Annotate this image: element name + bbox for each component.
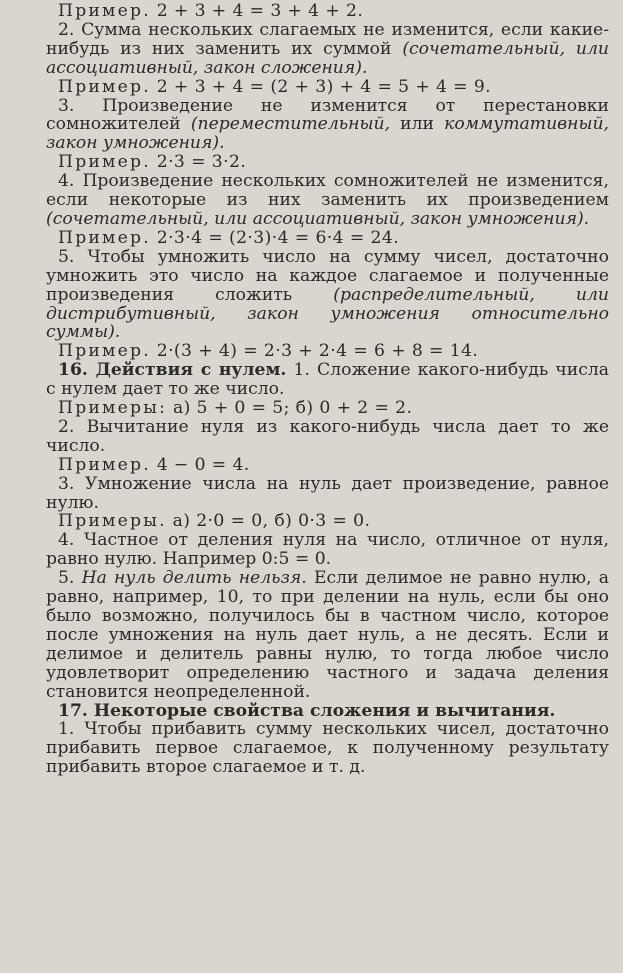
paragraph <box>46 21 609 78</box>
example-line <box>46 342 609 361</box>
text-run: 4. Произведение нескольких сомножителей не изменится, если некоторые из них заменить их произведением <box>46 171 609 211</box>
example-line <box>46 78 609 97</box>
example-label: Пример. <box>58 341 151 362</box>
example-label: Пример. <box>58 76 151 97</box>
example-line <box>46 399 609 418</box>
example-label: Пример. <box>58 227 151 248</box>
example-label: Пример. <box>58 1 151 21</box>
italic-text: (распределительный, или дистрибутивный, закон умножения относительно суммы). <box>46 284 609 343</box>
paragraph <box>46 531 609 569</box>
example-formula: 2·3·4 = (2·3)·4 = 6·4 = 24. <box>156 227 400 248</box>
example-label: Примеры: <box>58 398 168 419</box>
paragraph <box>46 569 609 701</box>
example-formula: а) 2·0 = 0, б) 0·3 = 0. <box>172 511 371 532</box>
example-formula: 2·(3 + 4) = 2·3 + 2·4 = 6 + 8 = 14. <box>156 341 479 362</box>
text-run: 1. Чтобы прибавить сумму нескольких чисел, достаточно прибавить первое слагаемое, к полученному результату прибавить второе слагаемое и т. д. <box>46 719 609 778</box>
paragraph <box>46 248 609 343</box>
example-formula: 2 + 3 + 4 = (2 + 3) + 4 = 5 + 4 = 9. <box>156 76 492 97</box>
italic-text: (сочетательный, или ассоциативный, закон сложения). <box>46 38 609 78</box>
example-label: Примеры. <box>58 511 167 532</box>
example-line <box>46 512 609 531</box>
text-run: 4. Частное от деления нуля на число, отличное от нуля, равно нулю. Например 0:5 = 0. <box>46 530 609 570</box>
example-line <box>46 456 609 475</box>
paragraph <box>46 418 609 456</box>
text-run: 5. <box>58 568 82 589</box>
example-label: Пример. <box>58 152 151 173</box>
section-heading: 17. Некоторые свойства сложения и вычитания. <box>58 700 556 721</box>
example-line <box>46 229 609 248</box>
text-run: Если делимое не равно нулю, а равно, например, 10, то при делении на нуль, если бы оно было возможно, получилось бы в частном число, которое после умножения на нуль дает нуль, а не десять. Если и делимое и делитель равны нулю, то тогда любое число удовлетворит определению частного и задача деления становится неопределенной. <box>46 568 609 702</box>
italic-text: (сочетательный, или ассоциативный, закон умножения). <box>46 208 590 229</box>
text-run: 2. Вычитание нуля из какого-нибудь числа дает то же число. <box>46 416 609 456</box>
example-label: Пример. <box>58 454 151 475</box>
example-formula: 2·3 = 3·2. <box>156 152 247 173</box>
section-title: 16. Действия с нулем. <box>58 360 287 381</box>
italic-text: На нуль делить нельзя. <box>81 568 307 589</box>
text-run: 1. Сложение какого-нибудь числа с нулем дает то же число. <box>46 360 609 400</box>
text-run: 3. Произведение не изменится от перестановки сомножителей <box>46 95 609 135</box>
text-run: 3. Умножение числа на нуль дает произведение, равное нулю. <box>46 473 609 513</box>
example-formula: 2 + 3 + 4 = 3 + 4 + 2. <box>156 1 364 21</box>
example-formula: 4 − 0 = 4. <box>156 454 250 475</box>
italic-text: коммутативный, закон умножения). <box>46 114 609 154</box>
text-run: 2. Сумма нескольких слагаемых не изменится, если какие-нибудь из них заменить их суммой <box>46 19 609 59</box>
example-line <box>46 153 609 172</box>
example-line <box>46 2 609 21</box>
text-run: 5. Чтобы умножить число на сумму чисел, достаточно умножить это число на каждое слагаемое и полученные произведения сложить <box>46 246 609 305</box>
italic-text: (переместительный, <box>190 114 390 135</box>
text-run: или <box>389 114 445 135</box>
paragraph <box>46 172 609 229</box>
paragraph <box>46 720 609 777</box>
paragraph <box>46 475 609 513</box>
paragraph <box>46 361 609 399</box>
paragraph <box>46 97 609 154</box>
example-formula: а) 5 + 0 = 5; б) 0 + 2 = 2. <box>172 398 413 419</box>
